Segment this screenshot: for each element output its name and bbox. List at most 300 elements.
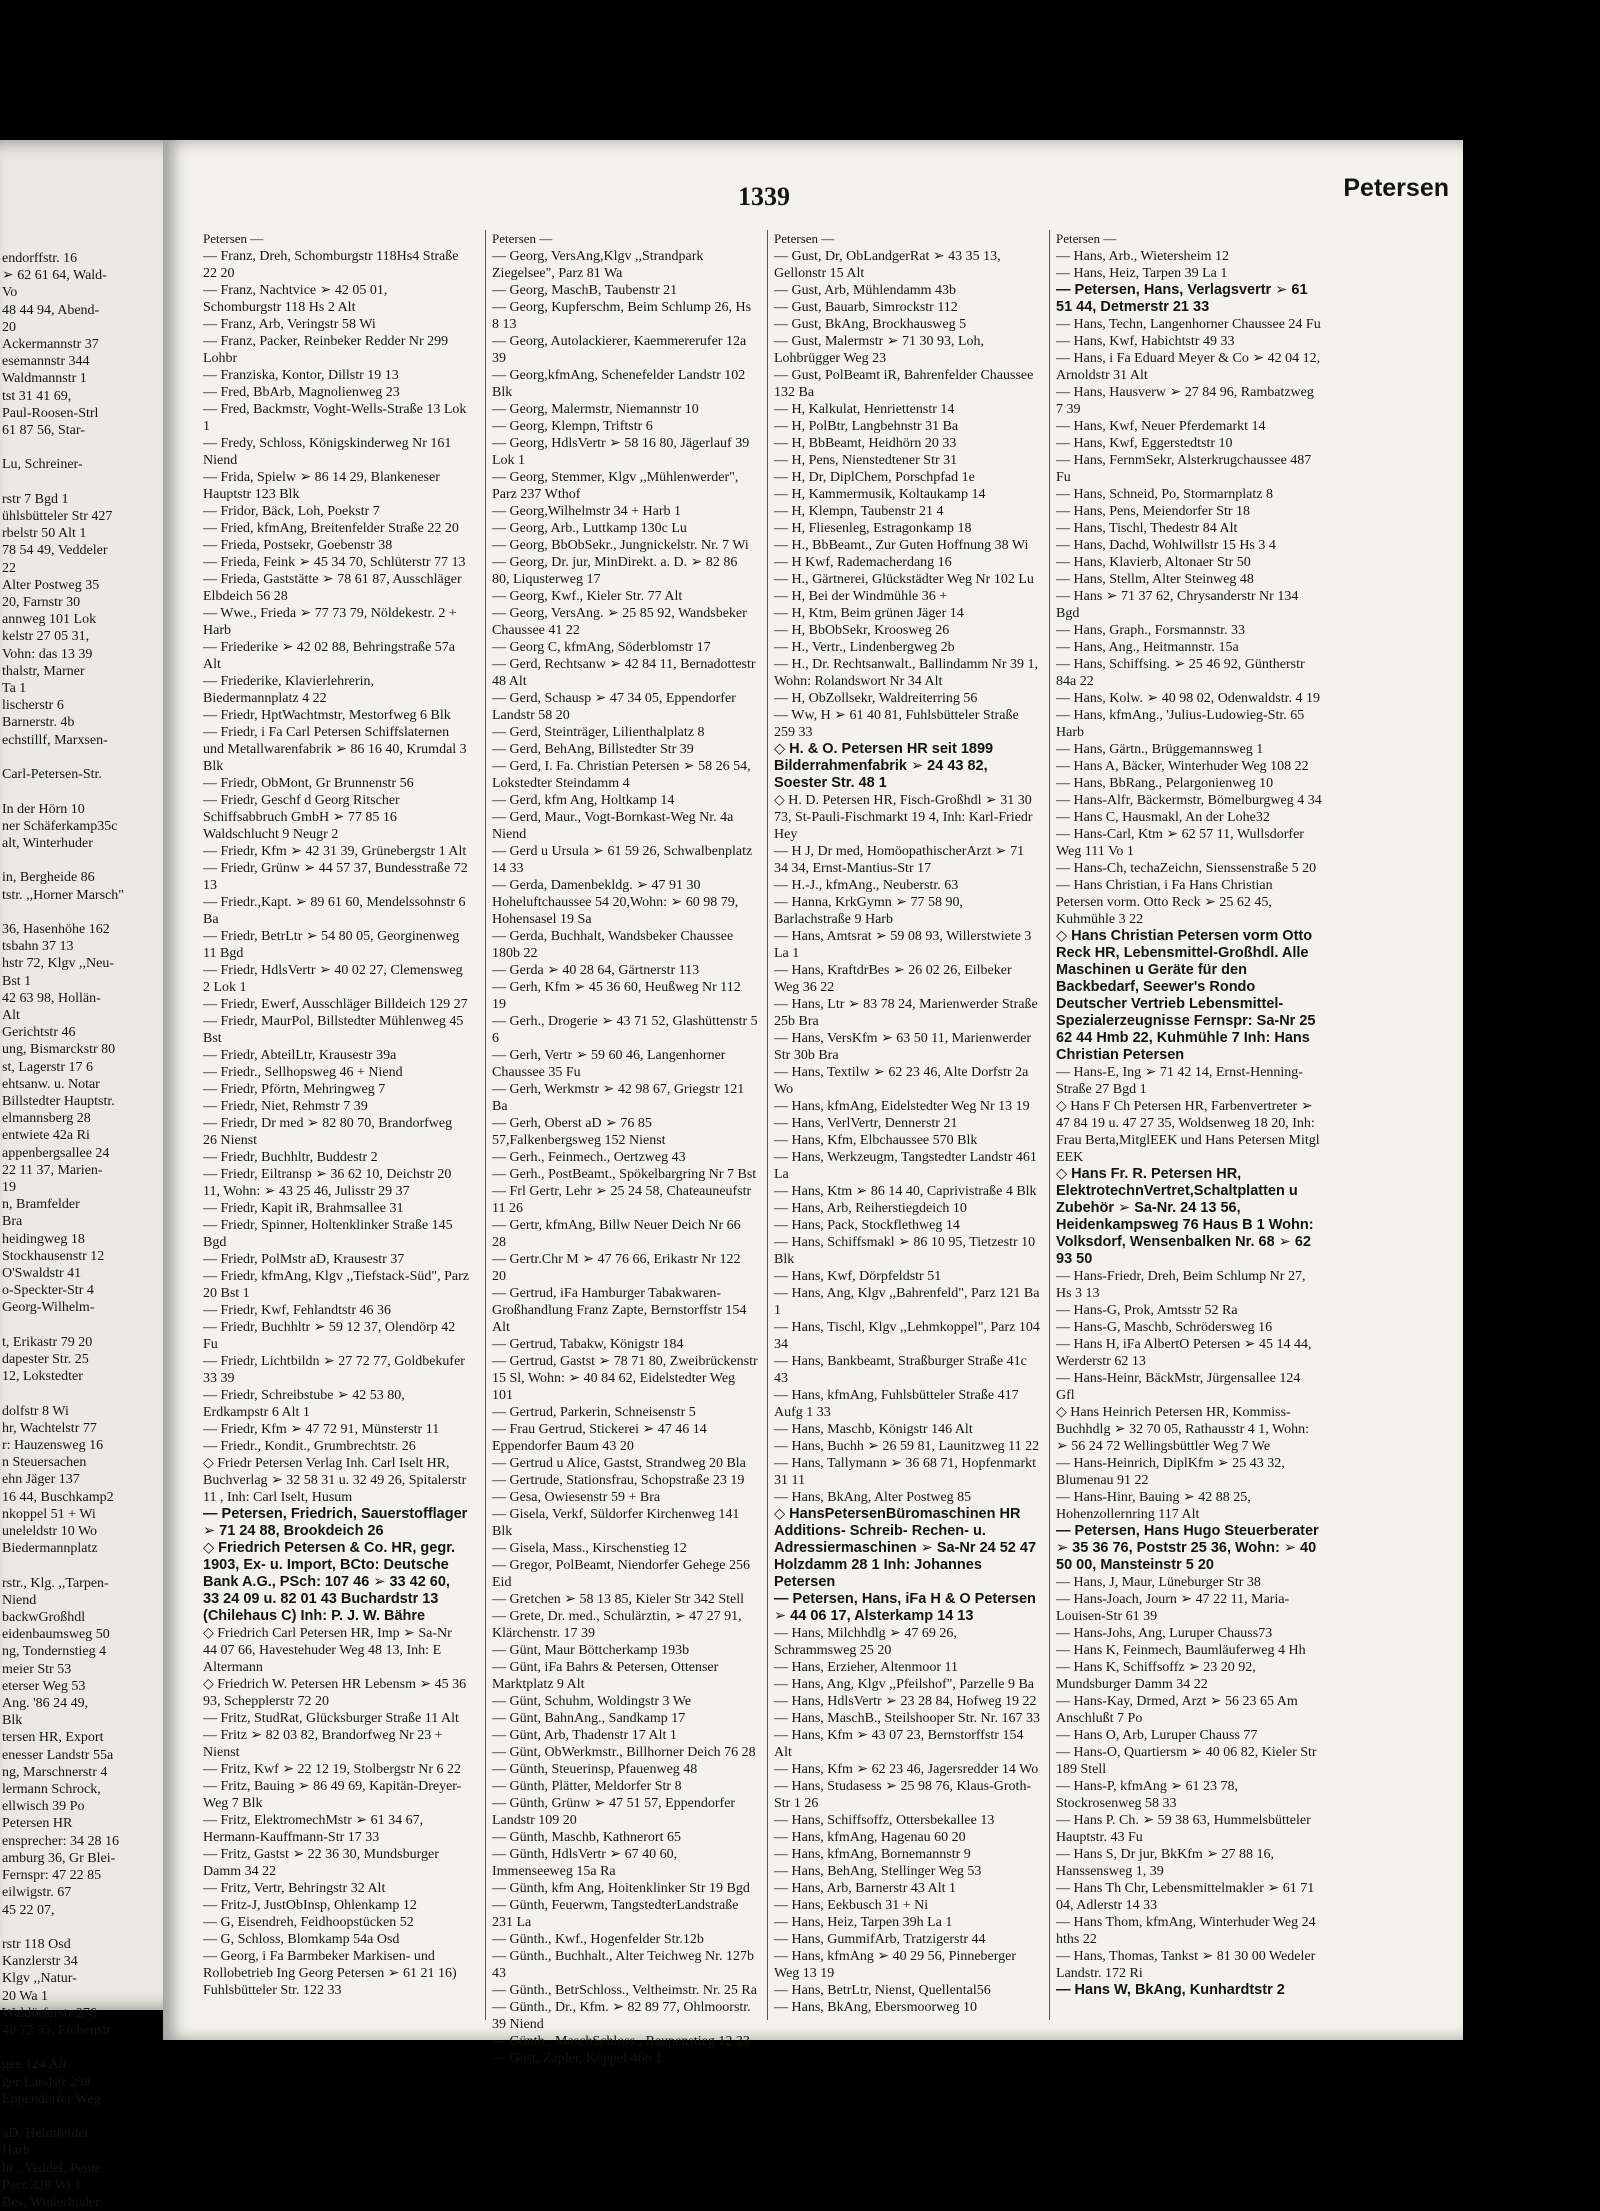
directory-entry: ◇ Friedrich Petersen & Co. HR, gegr. 1903, Ex- u. Import, BCto: Deutsche Bank A.G., PSch: 107 46 ➢ 33 42 60, 33 24 09 u. 82 01 43 Buchardstr 13 (Chilehaus C) Inh: P. J. W. Bähre xyxy=(203,1540,456,1624)
left-page-line xyxy=(2,1317,182,1334)
left-page-line xyxy=(2,474,182,491)
directory-entry: — Grete, Dr. med., Schulärztin, ➢ 47 27 91, Klärchenstr. 17 39 xyxy=(492,1609,742,1641)
left-page-line: st, Lagerstr 17 6 xyxy=(2,1059,93,1075)
left-page-line: ner Schäferkamp35c xyxy=(2,818,118,834)
directory-entry: — Friedr.,Kapt. ➢ 89 61 60, Mendelssohnstr 6 Ba xyxy=(203,895,466,927)
left-page-line: Kanzlerstr 34 xyxy=(2,1954,78,1970)
directory-entry: — Hans-P, kfmAng ➢ 61 23 78, Stockrosenweg 58 33 xyxy=(1056,1779,1239,1811)
directory-entry: — Hans, Kfm ➢ 43 07 23, Bernstorffstr 154 Alt xyxy=(774,1728,1024,1760)
directory-entry: — Friedr, Lichtbildn ➢ 27 72 77, Goldbekufer 33 39 xyxy=(203,1354,465,1386)
directory-entry: — Friedr, Ewerf, Ausschläger Billdeich 129 27 xyxy=(203,997,468,1012)
directory-entry: — Hans, Schiffsmakl ➢ 86 10 95, Tietzestr 10 Blk xyxy=(774,1235,1036,1267)
directory-entry: — Georg, i Fa Barmbeker Markisen- und Rollobetrieb Ing Georg Petersen ➢ 61 21 16) Fuhlsbütteler Str. 122 33 xyxy=(203,1949,457,1998)
left-page-line: appenbergsallee 24 xyxy=(2,1145,110,1161)
left-page-line: Georg-Wilhelm- xyxy=(2,1300,95,1316)
left-page-line: enesser Landstr 55a xyxy=(2,1747,114,1763)
directory-entry: — Gerda, Buchhalt, Wandsbeker Chaussee 180b 22 xyxy=(492,929,734,961)
directory-entry: — Frida, Spielw ➢ 86 14 29, Blankeneser Hauptstr 123 Blk xyxy=(203,470,440,502)
directory-entry: — Gerh, Kfm ➢ 45 36 60, Heußweg Nr 112 19 xyxy=(492,980,741,1012)
left-page-line: ung, Bismarckstr 80 xyxy=(2,1042,116,1058)
left-page-line: r: Hauzensweg 16 xyxy=(2,1438,104,1454)
directory-entry: — Hans, Maschb, Königstr 146 Alt xyxy=(774,1422,973,1437)
directory-entry: — Fred, Backmstr, Voght-Wells-Straße 13 Lok 1 xyxy=(203,402,467,434)
directory-entry: — Gust, Bauarb, Simrockstr 112 xyxy=(774,300,958,315)
directory-entry: — Fred, BbArb, Magnolienweg 23 xyxy=(203,385,400,400)
directory-entry: — Hans, Amtsrat ➢ 59 08 93, Willerstwiete 3 La 1 xyxy=(774,929,1032,961)
directory-entry: — Günth, Steuerinsp, Pfauenweg 48 xyxy=(492,1762,698,1777)
column-4 xyxy=(1049,230,1322,2020)
directory-entry: — Günth, Maschb, Kathnerort 65 xyxy=(492,1830,681,1845)
left-page-line: n Steuersachen xyxy=(2,1455,87,1471)
directory-entry: — Hans, GummifArb, Tratzigerstr 44 xyxy=(774,1932,986,1947)
directory-entry: — H, Ktm, Beim grünen Jäger 14 xyxy=(774,606,964,621)
directory-entry: — Gregor, PolBeamt, Niendorfer Gehege 256 Eid xyxy=(492,1558,750,1590)
directory-entry: ◇ Friedrich Carl Petersen HR, Imp ➢ Sa-Nr 44 07 66, Havestehuder Weg 48 13, Inh: E Altermann xyxy=(203,1626,452,1675)
directory-entry: — Hans-Alfr, Bäckermstr, Bömelburgweg 4 34 xyxy=(1056,793,1322,808)
directory-entry: — Hans, BetrLtr, Nienst, Quellental56 xyxy=(774,1983,991,1998)
directory-entry: — Hans, Graph., Forsmannstr. 33 xyxy=(1056,623,1245,638)
directory-entry: — Hans, Arb, Reiherstiegdeich 10 xyxy=(774,1201,967,1216)
directory-entry: — H, BbObSekr, Kroosweg 26 xyxy=(774,623,950,638)
left-page-line: tst 31 41 69, xyxy=(2,388,72,404)
directory-entry: — Georg,Wilhelmstr 34 + Harb 1 xyxy=(492,504,682,519)
directory-entry: — Hans, Dachd, Wohlwillstr 15 Hs 3 4 xyxy=(1056,538,1276,553)
directory-entry: — Georg, HdlsVertr ➢ 58 16 80, Jägerlauf 39 Lok 1 xyxy=(492,436,750,468)
left-page-line xyxy=(2,852,182,869)
directory-entry: — H., BbBeamt., Zur Guten Hoffnung 38 Wi xyxy=(774,538,1029,553)
directory-entry: — Friedr, Kfm ➢ 42 31 39, Grünebergstr 1 Alt xyxy=(203,844,467,859)
left-page-line: ng, Tondernstieg 4 xyxy=(2,1644,107,1660)
left-page-line: Niend xyxy=(2,1592,37,1608)
directory-entry: — Hans, Techn, Langenhorner Chaussee 24 Fu xyxy=(1056,317,1321,332)
directory-entry: — Hans Christian, i Fa Hans Christian Petersen vorm. Otto Reck ➢ 25 62 45, Kuhmühle 3 22 xyxy=(1056,878,1273,927)
directory-entry: — Hans-Heinr, BäckMstr, Jürgensallee 124 Gfl xyxy=(1056,1371,1301,1403)
directory-entry: ◇ H. & O. Petersen HR seit 1899 Bilderrahmenfabrik ➢ 24 43 82, Soester Str. 48 1 xyxy=(774,741,994,791)
left-page-line: lermann Schrock, xyxy=(2,1782,101,1798)
directory-entry: — Hans, Buchh ➢ 26 59 81, Launitzweg 11 22 xyxy=(774,1439,1040,1454)
left-page-line: elmannsberg 28 xyxy=(2,1111,91,1127)
directory-entry: — Georg, Kupferschm, Beim Schlump 26, Hs 8 13 xyxy=(492,300,752,332)
left-page-line: 45 22 07, xyxy=(2,1902,55,1918)
directory-entry: — Hans, Schiffsoffz, Ottersbekallee 13 xyxy=(774,1813,995,1828)
left-page-line xyxy=(2,783,182,800)
directory-entry: — Friedr, Eiltransp ➢ 36 62 10, Deichstr 20 11, Wohn: ➢ 43 25 46, Julisstr 29 37 xyxy=(203,1167,452,1199)
directory-entry: — Franz, Dreh, Schomburgstr 118Hs4 Straße 22 20 xyxy=(203,249,459,281)
left-page-line: Alt xyxy=(2,1007,20,1023)
left-page-line: Waldörferstr 276 xyxy=(2,2005,97,2021)
directory-entry: — Hans-Hinr, Bauing ➢ 42 88 25, Hohenzollernring 117 Alt xyxy=(1056,1490,1251,1522)
directory-entry: — Georg, VersAng. ➢ 25 85 92, Wandsbeker Chaussee 41 22 xyxy=(492,606,747,638)
page-number: 1339 xyxy=(738,182,790,211)
directory-entry: — Hans, kfmAng, Eidelstedter Weg Nr 13 19 xyxy=(774,1099,1030,1114)
directory-entry: — Gretchen ➢ 58 13 85, Kieler Str 342 Stell xyxy=(492,1592,745,1607)
left-page-line xyxy=(2,1385,182,1402)
left-page-line: ensprecher: 34 28 16 xyxy=(2,1833,120,1849)
left-page-line: dolfstr 8 Wi xyxy=(2,1403,69,1419)
directory-entry: — Hans, VerlVertr, Dennerstr 21 xyxy=(774,1116,958,1131)
left-page-line: rstr 7 Bgd 1 xyxy=(2,491,69,507)
directory-entry: — Hans-Friedr, Dreh, Beim Schlump Nr 27, Hs 3 13 xyxy=(1056,1269,1306,1301)
left-page-line: rstr., Klg. ,,Tarpen- xyxy=(2,1575,109,1591)
left-page-line xyxy=(2,904,182,921)
directory-entry: — Hans, Hausverw ➢ 27 84 96, Rambatzweg 7 39 xyxy=(1056,385,1314,417)
directory-entry: — H Kwf, Rademacherdang 16 xyxy=(774,555,952,570)
directory-entry: — Gerd u Ursula ➢ 61 59 26, Schwalbenplatz 14 33 xyxy=(492,844,753,876)
directory-entry: — Georg, BbObSekr., Jungnickelstr. Nr. 7 Wi xyxy=(492,538,749,553)
directory-entry: — Hans, Textilw ➢ 62 23 46, Alte Dorfstr 2a Wo xyxy=(774,1065,1029,1097)
directory-entry: — H J, Dr med, HomöopathischerArzt ➢ 71 34 34, Ernst-Mantius-Str 17 xyxy=(774,844,1025,876)
directory-entry: ◇ Friedrich W. Petersen HR Lebensm ➢ 45 36 93, Schepplerstr 72 20 xyxy=(203,1677,467,1709)
directory-entry: ◇ HansPetersenBüromaschinen HR Additions- Schreib- Rechen- u. Adressiermaschinen ➢ Sa-Nr 24 52 47 Holzdamm 28 1 Inh: Johannes Petersen xyxy=(774,1506,1037,1590)
directory-entry: — Hans, FernmSekr, Alsterkrugchaussee 487 Fu xyxy=(1056,453,1312,485)
directory-entry: — H, Fliesenleg, Estragonkamp 18 xyxy=(774,521,972,536)
directory-entry: — Friedr, Kapit iR, Brahmsallee 31 xyxy=(203,1201,404,1216)
directory-entry: — Hans, Heiz, Tarpen 39 La 1 xyxy=(1056,266,1228,281)
directory-entry: — Friedr, Kwf, Fehlandtstr 46 36 xyxy=(203,1303,392,1318)
directory-entry: — Hans, Studasess ➢ 25 98 76, Klaus-Groth-Str 1 26 xyxy=(774,1779,1032,1811)
directory-entry: — Gust, PolBeamt iR, Bahrenfelder Chaussee 132 Ba xyxy=(774,368,1034,400)
directory-entry: ◇ Hans Christian Petersen vorm Otto Reck HR, Lebensmittel-Großhdl. Alle Maschinen u Geräte für den Backbedarf, Seewer's Rondo Deutscher Vertrieb Lebensmittel-Spezialerzeugnisse Fernspr: Sa-Nr 25 62 44 Hmb 22, Kuhmühle 7 Inh: Hans Christian Petersen xyxy=(1056,928,1316,1063)
directory-entry: — H, PolBtr, Langbehnstr 31 Ba xyxy=(774,419,959,434)
left-page-line: aD, Heimfelder xyxy=(2,2126,90,2142)
directory-entry: — H, Bei der Windmühle 36 + xyxy=(774,589,948,604)
directory-entry: — Frau Gertrud, Stickerei ➢ 47 46 14 Eppendorfer Baum 43 20 xyxy=(492,1422,707,1454)
left-page-line: Waldmannstr 1 xyxy=(2,371,87,387)
left-page-line: eterser Weg 53 xyxy=(2,1678,86,1694)
column-3 xyxy=(767,230,1040,2020)
left-page-line: backwGroßhdl xyxy=(2,1610,86,1626)
directory-entry: — Hans W, BkAng, Kunhardtstr 2 xyxy=(1056,1982,1285,1998)
column-heading: Petersen — xyxy=(492,231,553,246)
directory-entry: — Fritz-J, JustObInsp, Ohlenkamp 12 xyxy=(203,1898,417,1913)
directory-entry: — Petersen, Hans Hugo Steuerberater ➢ 35 36 76, Poststr 25 36, Wohn: ➢ 40 50 00, Mansteinstr 5 20 xyxy=(1056,1523,1319,1573)
left-page-line: ehn Jäger 137 xyxy=(2,1472,80,1488)
directory-entry: — Gerd, kfm Ang, Holtkamp 14 xyxy=(492,793,675,808)
directory-entry: — Fritz, Vertr, Behringstr 32 Alt xyxy=(203,1881,386,1896)
left-page-line: Petersen HR xyxy=(2,1816,73,1832)
directory-entry: — Friedr, Kfm ➢ 47 72 91, Münsterstr 11 xyxy=(203,1422,440,1437)
directory-entry: — Hans O, Arb, Luruper Chauss 77 xyxy=(1056,1728,1258,1743)
directory-entry: — Fredy, Schloss, Königskinderweg Nr 161 Niend xyxy=(203,436,452,468)
directory-entry: — H, Klempn, Taubenstr 21 4 xyxy=(774,504,944,519)
directory-entry: — Gisela, Verkf, Süldorfer Kirchenweg 141 Blk xyxy=(492,1507,740,1539)
directory-entry: — Fritz, Gastst ➢ 22 36 30, Mundsburger Damm 34 22 xyxy=(203,1847,439,1879)
column-heading: Petersen — xyxy=(774,231,835,246)
directory-entry: — Günth., BetrSchloss., Veltheimstr. Nr. 25 Ra xyxy=(492,1983,757,1998)
left-page-line: annweg 101 Lok xyxy=(2,612,97,628)
directory-entry: — Günth., MaschSchloss., Raupenstieg 12 33 xyxy=(492,2034,750,2049)
directory-entry: — H, Dr, DiplChem, Porschpfad 1e xyxy=(774,470,975,485)
directory-entry: — H, Kammermusik, Koltaukamp 14 xyxy=(774,487,986,502)
left-page-line: ng, Marschnerstr 4 xyxy=(2,1764,108,1780)
directory-entry: — H, Kalkulat, Henriettenstr 14 xyxy=(774,402,955,417)
directory-entry: — Georg, Malermstr, Niemannstr 10 xyxy=(492,402,699,417)
column-heading: Petersen — xyxy=(1056,231,1117,246)
directory-entry: — Hans, kfmAng, Hagenau 60 20 xyxy=(774,1830,966,1845)
directory-entry: — Hans, Thomas, Tankst ➢ 81 30 00 Wedeler Landstr. 172 Ri xyxy=(1056,1949,1316,1981)
directory-entry: — Günth., Buchhalt., Alter Teichweg Nr. 127b 43 xyxy=(492,1949,755,1981)
column-heading: Petersen — xyxy=(203,231,264,246)
left-page-line: 16 44, Buschkamp2 xyxy=(2,1489,114,1505)
directory-entry: — Hans, Gärtn., Brüggemannsweg 1 xyxy=(1056,742,1264,757)
directory-entry: — Hans, Stellm, Alter Steinweg 48 xyxy=(1056,572,1254,587)
directory-entry: — Franz, Arb, Veringstr 58 Wi xyxy=(203,317,376,332)
directory-entry: — Hans K, Schiffsoffz ➢ 23 20 92, Mundsburger Damm 34 22 xyxy=(1056,1660,1256,1692)
directory-entry: — Hans, KraftdrBes ➢ 26 02 26, Eilbeker Weg 36 22 xyxy=(774,963,1012,995)
directory-entry: — Günt, Arb, Thadenstr 17 Alt 1 xyxy=(492,1728,677,1743)
directory-entry: — Friedr, Grünw ➢ 44 57 37, Bundesstraße 72 13 xyxy=(203,861,468,893)
directory-page xyxy=(163,140,1463,2066)
directory-entry: — Friedr, Buchhltr ➢ 59 12 37, Olendörp 42 Fu xyxy=(203,1320,456,1352)
left-page-line: rbelstr 50 Alt 1 xyxy=(2,526,87,542)
directory-entry: — Friedr, Spinner, Holtenklinker Straße 145 Bgd xyxy=(203,1218,453,1250)
directory-entry: — Ww, H ➢ 61 40 81, Fuhlsbütteler Straße 259 33 xyxy=(774,708,1019,740)
left-page-line: 12, Lokstedter xyxy=(2,1369,83,1385)
directory-entry: — Hans, Kfm ➢ 62 23 46, Jagersredder 14 Wo xyxy=(774,1762,1039,1777)
directory-entry: — Günth, Plätter, Meldorfer Str 8 xyxy=(492,1779,682,1794)
left-page-line xyxy=(2,1919,182,1936)
directory-entry: — Fritz ➢ 82 03 82, Brandorfweg Nr 23 + Nienst xyxy=(203,1728,443,1760)
directory-entry: — Hans, Werkzeugm, Tangstedter Landstr 461 La xyxy=(774,1150,1037,1182)
directory-entry: — H., Vertr., Lindenbergweg 2b xyxy=(774,640,955,655)
directory-entry: — Hans, Erzieher, Altenmoor 11 xyxy=(774,1660,958,1675)
directory-entry: — Friedr, ObMont, Gr Brunnenstr 56 xyxy=(203,776,414,791)
directory-entry: — Friedr, BetrLtr ➢ 54 80 05, Georginenweg 11 Bgd xyxy=(203,929,460,961)
directory-entry: — Hans, Ktm ➢ 86 14 40, Caprivistraße 4 Blk xyxy=(774,1184,1037,1199)
directory-entry: — Hans, Ltr ➢ 83 78 24, Marienwerder Straße 25b Bra xyxy=(774,997,1038,1029)
directory-entry: — Hans, Klavierb, Altonaer Str 50 xyxy=(1056,555,1251,570)
directory-entry: — Friedr, Pförtn, Mehringweg 7 xyxy=(203,1082,386,1097)
directory-entry: — Hans, Schiffsing. ➢ 25 46 92, Güntherstr 84a 22 xyxy=(1056,657,1305,689)
directory-entry: — Georg, MaschB, Taubenstr 21 xyxy=(492,283,678,298)
column-2 xyxy=(485,230,758,2066)
directory-entry: — Hans, kfmAng., 'Julius-Ludowieg-Str. 65 Harb xyxy=(1056,708,1305,740)
directory-entry: — Friedr, i Fa Carl Petersen Schiffslaternen und Metallwarenfabrik ➢ 86 16 40, Krumdal 3 Blk xyxy=(203,725,467,774)
directory-entry: — Hans, BehAng, Stellinger Weg 53 xyxy=(774,1864,982,1879)
left-page-line: 20 Wa 1 xyxy=(2,1988,49,2004)
directory-entry: — Gerd, Rechtsanw ➢ 42 84 11, Bernadottestr 48 Alt xyxy=(492,657,756,689)
left-page-line: 61 87 56, Star- xyxy=(2,423,85,439)
directory-entry: — Gerd, Schausp ➢ 47 34 05, Eppendorfer Landstr 58 20 xyxy=(492,691,736,723)
directory-entry: — Gisela, Mass., Kirschenstieg 12 xyxy=(492,1541,687,1556)
left-page-line: 42 63 98, Hollän- xyxy=(2,990,101,1006)
left-page-line: rstr 118 Osd xyxy=(2,1936,71,1952)
directory-entry: — Fritz, Kwf ➢ 22 12 19, Stolbergstr Nr 6 22 xyxy=(203,1762,462,1777)
directory-entry: — Frl Gertr, Lehr ➢ 25 24 58, Chateaunеufstr 11 26 xyxy=(492,1184,752,1216)
left-page-line: hr ,,Veddel, Peute xyxy=(2,2160,102,2176)
directory-entry: — Frieda, Postsekr, Goebenstr 38 xyxy=(203,538,393,553)
directory-entry: — H.-J., kfmAng., Neuberstr. 63 xyxy=(774,878,959,893)
left-page-line: Lu, Schreiner- xyxy=(2,457,83,473)
directory-entry: — Petersen, Hans, iFa H & O Petersen ➢ 44 06 17, Alsterkamp 14 13 xyxy=(774,1591,1036,1624)
directory-entry: — Günth., Dr., Kfm. ➢ 82 89 77, Ohlmoorstr. 39 Niend xyxy=(492,2000,751,2032)
directory-entry: — Hans, Schneid, Po, Stormarnplatz 8 xyxy=(1056,487,1273,502)
directory-entry: — Hans, Tallymann ➢ 36 68 71, Hopfenmarkt 31 11 xyxy=(774,1456,1037,1488)
directory-entry: — Friedr, PolMstr aD, Krausestr 37 xyxy=(203,1252,405,1267)
left-page-line: endorffstr. 16 xyxy=(2,251,78,266)
left-page-line: 22 11 37, Marien- xyxy=(2,1162,103,1178)
directory-entry: — Gerda ➢ 40 28 64, Gärtnerstr 113 xyxy=(492,963,700,978)
directory-entry: — Georg, Arb., Luttkamp 130c Lu xyxy=(492,521,687,536)
directory-entry: — Friedr, Geschf d Georg Ritscher Schiffsabbruch GmbH ➢ 77 85 16 Waldschlucht 9 Neugr 2 xyxy=(203,793,400,842)
left-page-line: n, Bramfelder xyxy=(2,1197,80,1213)
directory-entry: — Hans, Bankbeamt, Straßburger Straße 41c 43 xyxy=(774,1354,1027,1386)
directory-entry: — Hans, BkAng, Alter Postweg 85 xyxy=(774,1490,972,1505)
directory-entry: — Fritz, StudRat, Glücksburger Straße 11 Alt xyxy=(203,1711,459,1726)
directory-entry: ◇ Hans F Ch Petersen HR, Farbenvertreter ➢ 47 84 19 u. 47 27 35, Woldsenweg 18 20, Inh: Frau Berta,MitglEEK und Hans Petersen Mitgl EEK xyxy=(1056,1099,1320,1165)
directory-entry: — Georg, Stemmer, Klgv ,,Mühlenwerder", Parz 237 Wthof xyxy=(492,470,739,502)
left-page-line: dapester Str. 25 xyxy=(2,1352,89,1367)
directory-entry: — Gerda, Damenbekldg. ➢ 47 91 30 Hoheluftchaussee 54 20,Wohn: ➢ 60 98 79, Hohensasel 19 Sa xyxy=(492,878,739,927)
directory-entry: — Georg,kfmAng, Schenefelder Landstr 102 Blk xyxy=(492,368,746,400)
directory-entry: — Hans, Arb, Barnerstr 43 Alt 1 xyxy=(774,1881,956,1896)
directory-entry: — Hans-G, Maschb, Schrödersweg 16 xyxy=(1056,1320,1273,1335)
directory-entry: — Hans, Kwf, Habichtstr 49 33 xyxy=(1056,334,1235,349)
directory-entry: — Hans, Ang, Klgv ,,Pfeilshof", Parzelle 9 Ba xyxy=(774,1677,1035,1692)
directory-entry: ◇ Friedr Petersen Verlag Inh. Carl Iselt HR, Buchverlag ➢ 32 58 31 u. 32 49 26, Spitalerstr 11 , Inh: Carl Iselt, Husum xyxy=(203,1456,467,1505)
directory-entry: — Hans, Kwf, Neuer Pferdemarkt 14 xyxy=(1056,419,1266,434)
directory-entry: — Hans C, Hausmakl, An der Lohe32 xyxy=(1056,810,1270,825)
left-page-line: Billstedter Hauptstr. xyxy=(2,1093,115,1109)
directory-entry: — Hans, kfmAng, Bornemannstr 9 xyxy=(774,1847,971,1862)
directory-entry: — Hans, J, Maur, Lüneburger Str 38 xyxy=(1056,1575,1261,1590)
running-head: Petersen xyxy=(1343,174,1449,202)
directory-entry: — H, Pens, Nienstedtener Str 31 xyxy=(774,453,958,468)
directory-entry: — Hans, Tischl, Thedestr 84 Alt xyxy=(1056,521,1238,536)
directory-entry: — Hans, MaschB., Steilshooper Str. Nr. 167 33 xyxy=(774,1711,1040,1726)
left-page-line xyxy=(2,749,182,766)
left-page-line: Stockhausenstr 12 xyxy=(2,1248,105,1264)
directory-entry: — Hans-Johs, Ang, Luruper Chauss73 xyxy=(1056,1626,1273,1641)
left-page-line: Carl-Petersen-Str. xyxy=(2,767,102,783)
left-page-line: Biedermannplatz xyxy=(2,1541,98,1557)
left-page-line: Ang. '86 24 49, xyxy=(2,1696,89,1712)
directory-entry: — Günt, BahnAng., Sandkamp 17 xyxy=(492,1711,686,1726)
left-page-line: tersen HR, Export xyxy=(2,1730,104,1746)
directory-entry: — Gerd, Maur., Vogt-Bornkast-Weg Nr. 4a Niend xyxy=(492,810,734,842)
directory-entry: ◇ Hans Heinrich Petersen HR, Kommiss-Buchhdlg ➢ 32 70 05, Rathausstr 4 1, Wohn: ➢ 56 24 72 Wellingsbüttler Weg 7 We xyxy=(1056,1405,1310,1454)
directory-entry: — Günth., Kwf., Hogenfelder Str.12b xyxy=(492,1932,704,1947)
left-page-line: 36, Hasenhöhe 162 xyxy=(2,921,110,937)
directory-entry: — Gust, Zapler, Koppel 46b 1 xyxy=(492,2051,663,2066)
column-1 xyxy=(203,230,469,2020)
directory-entry: — Hans, Ang., Heitmannstr. 15a xyxy=(1056,640,1239,655)
directory-entry: — Hans, Kfm, Elbchaussee 570 Blk xyxy=(774,1133,978,1148)
left-page-line: in, Bergheide 86 xyxy=(2,870,95,886)
left-page-line: uneleldstr 10 Wo xyxy=(2,1524,98,1540)
directory-entry: — Hans, Heiz, Tarpen 39h La 1 xyxy=(774,1915,953,1930)
directory-entry: — Günth, Feuerwm, TangstedterLandstraße 231 La xyxy=(492,1898,739,1930)
directory-entry: — Georg, Autolackierer, Kaemmererufer 12a 39 xyxy=(492,334,747,366)
left-page-line: hr, Wachtelstr 77 xyxy=(2,1420,97,1436)
left-page-line: 20, Farnstr 30 xyxy=(2,595,81,611)
left-page-line: esemannstr 344 xyxy=(2,354,90,370)
directory-entry: — Hans P. Ch. ➢ 59 38 63, Hummelsbütteler Hauptstr. 43 Fu xyxy=(1056,1813,1311,1845)
directory-entry: — Hans-Heinrich, DiplKfm ➢ 25 43 32, Blumenau 91 22 xyxy=(1056,1456,1285,1488)
left-page-line: nkoppel 51 + Wi xyxy=(2,1506,96,1522)
left-page-text xyxy=(0,250,182,2210)
left-page-line: ühlsbütteler Str 427 xyxy=(2,509,113,525)
left-page-line: Bra xyxy=(2,1214,23,1230)
directory-entry: — Hans, Pens, Meiendorfer Str 18 xyxy=(1056,504,1251,519)
directory-entry: — Fritz, ElektromechMstr ➢ 61 34 67, Hermann-Kauffmann-Str 17 33 xyxy=(203,1813,424,1845)
left-page-line: kelstr 27 05 31, xyxy=(2,629,90,645)
directory-entry: — Friedr., Kondit., Grumbrechtstr. 26 xyxy=(203,1439,416,1454)
left-page-line: ➢ 62 61 64, Wald- xyxy=(2,268,107,284)
directory-entry: — Friedr, Dr med ➢ 82 80 70, Brandorfweg 26 Nienst xyxy=(203,1116,453,1148)
left-page-line: eilwigstr. 67 xyxy=(2,1885,72,1901)
left-page-line: alt, Winterhuder xyxy=(2,835,93,851)
directory-entry: — Georg C, kfmAng, Söderblomstr 17 xyxy=(492,640,711,655)
left-page-line: echstillf, Marxsen- xyxy=(2,732,108,748)
directory-entry: — Hans, kfmAng, Fuhlsbütteler Straße 417 Aufg 1 33 xyxy=(774,1388,1019,1420)
directory-entry: — Hans-G, Prok, Amtsstr 52 Ra xyxy=(1056,1303,1238,1318)
left-page-line: Klgv ,,Natur- xyxy=(2,1971,77,1987)
directory-entry: — Gerh., Feinmech., Oertzweg 43 xyxy=(492,1150,686,1165)
directory-entry: — G, Eisendreh, Feidhoopstücken 52 xyxy=(203,1915,414,1930)
directory-entry: — Petersen, Friedrich, Sauerstofflager ➢ 71 24 88, Brookdeich 26 xyxy=(203,1506,468,1539)
directory-entry: — H, BbBeamt, Heidhörn 20 33 xyxy=(774,436,957,451)
directory-entry: — Gerh., PostBeamt., Spökelbargring Nr 7 Bst xyxy=(492,1167,757,1182)
directory-entry: — Hans, Kwf, Dörpfeldstr 51 xyxy=(774,1269,942,1284)
left-page-line: Bst 1 xyxy=(2,973,32,989)
left-page-line: Fernspr: 47 22 85 xyxy=(2,1868,102,1884)
left-page-line: Ta 1 xyxy=(2,681,27,697)
directory-entry: — Franziska, Kontor, Dillstr 19 13 xyxy=(203,368,399,383)
directory-entry: — Hans, Tischl, Klgv ,,Lehmkoppel", Parz 104 34 xyxy=(774,1320,1040,1352)
directory-entry: — Frieda, Gaststätte ➢ 78 61 87, Ausschläger Elbdeich 56 28 xyxy=(203,572,462,604)
directory-entry: — Günth, kfm Ang, Hoitenklinker Str 19 Bgd xyxy=(492,1881,750,1896)
directory-entry: — H., Dr. Rechtsanwalt., Ballindamm Nr 39 1, Wohn: Rolandswort Nr 34 Alt xyxy=(774,657,1039,689)
directory-entry: — Hans, Kolw. ➢ 40 98 02, Odenwaldstr. 4 19 xyxy=(1056,691,1320,706)
left-page-line: 22 xyxy=(2,560,16,576)
directory-entry: — Hans, Kwf, Eggerstedtstr 10 xyxy=(1056,436,1233,451)
directory-entry: — Gertrude, Stationsfrau, Schopstraße 23 19 xyxy=(492,1473,745,1488)
directory-entry: — Hans-Joach, Journ ➢ 47 22 11, Maria-Louisen-Str 61 39 xyxy=(1056,1592,1290,1624)
directory-entry: — Gertrud, iFa Hamburger Tabakwaren-Großhandlung Franz Zapte, Bernstorffstr 154 Alt xyxy=(492,1286,747,1335)
directory-entry: — Hans H, iFa AlbertO Petersen ➢ 45 14 44, Werderstr 62 13 xyxy=(1056,1337,1312,1369)
left-page-line xyxy=(2,439,182,456)
directory-entry: — Gertr, kfmAng, Billw Neuer Deich Nr 66 28 xyxy=(492,1218,741,1250)
left-page-line: Alter Postweg 35 xyxy=(2,577,100,593)
directory-entry: ◇ H. D. Petersen HR, Fisch-Großhdl ➢ 31 30 73, St-Pauli-Fischmarkt 19 4, Inh: Karl-Friedr Hey xyxy=(774,793,1033,842)
directory-entry: — Friedr, Schreibstube ➢ 42 53 80, Erdkampstr 6 Alt 1 xyxy=(203,1388,405,1420)
left-page-line: eidenbaumsweg 50 xyxy=(2,1627,110,1643)
directory-entry: — Fridor, Bäck, Loh, Poekstr 7 xyxy=(203,504,380,519)
left-page-line: o-Speckter-Str 4 xyxy=(2,1283,94,1299)
directory-entry: — Hans-O, Quartiersm ➢ 40 06 82, Kieler Str 189 Stell xyxy=(1056,1745,1317,1777)
left-page-line: Barnerstr. 4b xyxy=(2,715,75,731)
left-page-line xyxy=(2,2108,182,2125)
directory-entry: — Günth, HdlsVertr ➢ 67 40 60, Immenseeweg 15a Ra xyxy=(492,1847,678,1879)
left-page-line: meier Str 53 xyxy=(2,1661,72,1677)
directory-entry: — Gust, BkAng, Brockhausweg 5 xyxy=(774,317,967,332)
directory-entry: — Hans A, Bäcker, Winterhuder Weg 108 22 xyxy=(1056,759,1309,774)
directory-entry: — Friedr, HdlsVertr ➢ 40 02 27, Clemensweg 2 Lok 1 xyxy=(203,963,463,995)
directory-entry: — Günt, Schuhm, Woldingstr 3 We xyxy=(492,1694,692,1709)
left-page-line: Parz 328 Wi 1 xyxy=(2,2177,82,2193)
directory-entry: — Hans, Milchhdlg ➢ 47 69 26, Schrammsweg 25 20 xyxy=(774,1626,957,1658)
directory-entry: — Gerd, Steinträger, Lilienthalplatz 8 xyxy=(492,725,705,740)
left-page-line: 20 xyxy=(2,319,16,335)
directory-entry: — Gust, Arb, Mühlendamm 43b xyxy=(774,283,956,298)
left-page-line: t, Erikastr 79 20 xyxy=(2,1334,93,1350)
left-page-line xyxy=(2,2039,182,2056)
directory-entry: ◇ Hans Fr. R. Petersen HR, ElektrotechnVertret,Schaltplatten u Zubehör ➢ Sa-Nr. 24 13 56, Heidenkampsweg 76 Haus B 1 Wohn: Volksdorf, Wensenbalken Nr. 68 ➢ 62 93 50 xyxy=(1056,1166,1314,1267)
left-page-line: 48 44 94, Abend- xyxy=(2,302,100,318)
left-page-line: Vohn: das 13 39 xyxy=(2,646,93,662)
directory-entry: — Friedr, AbteilLtr, Krausestr 39a xyxy=(203,1048,397,1063)
